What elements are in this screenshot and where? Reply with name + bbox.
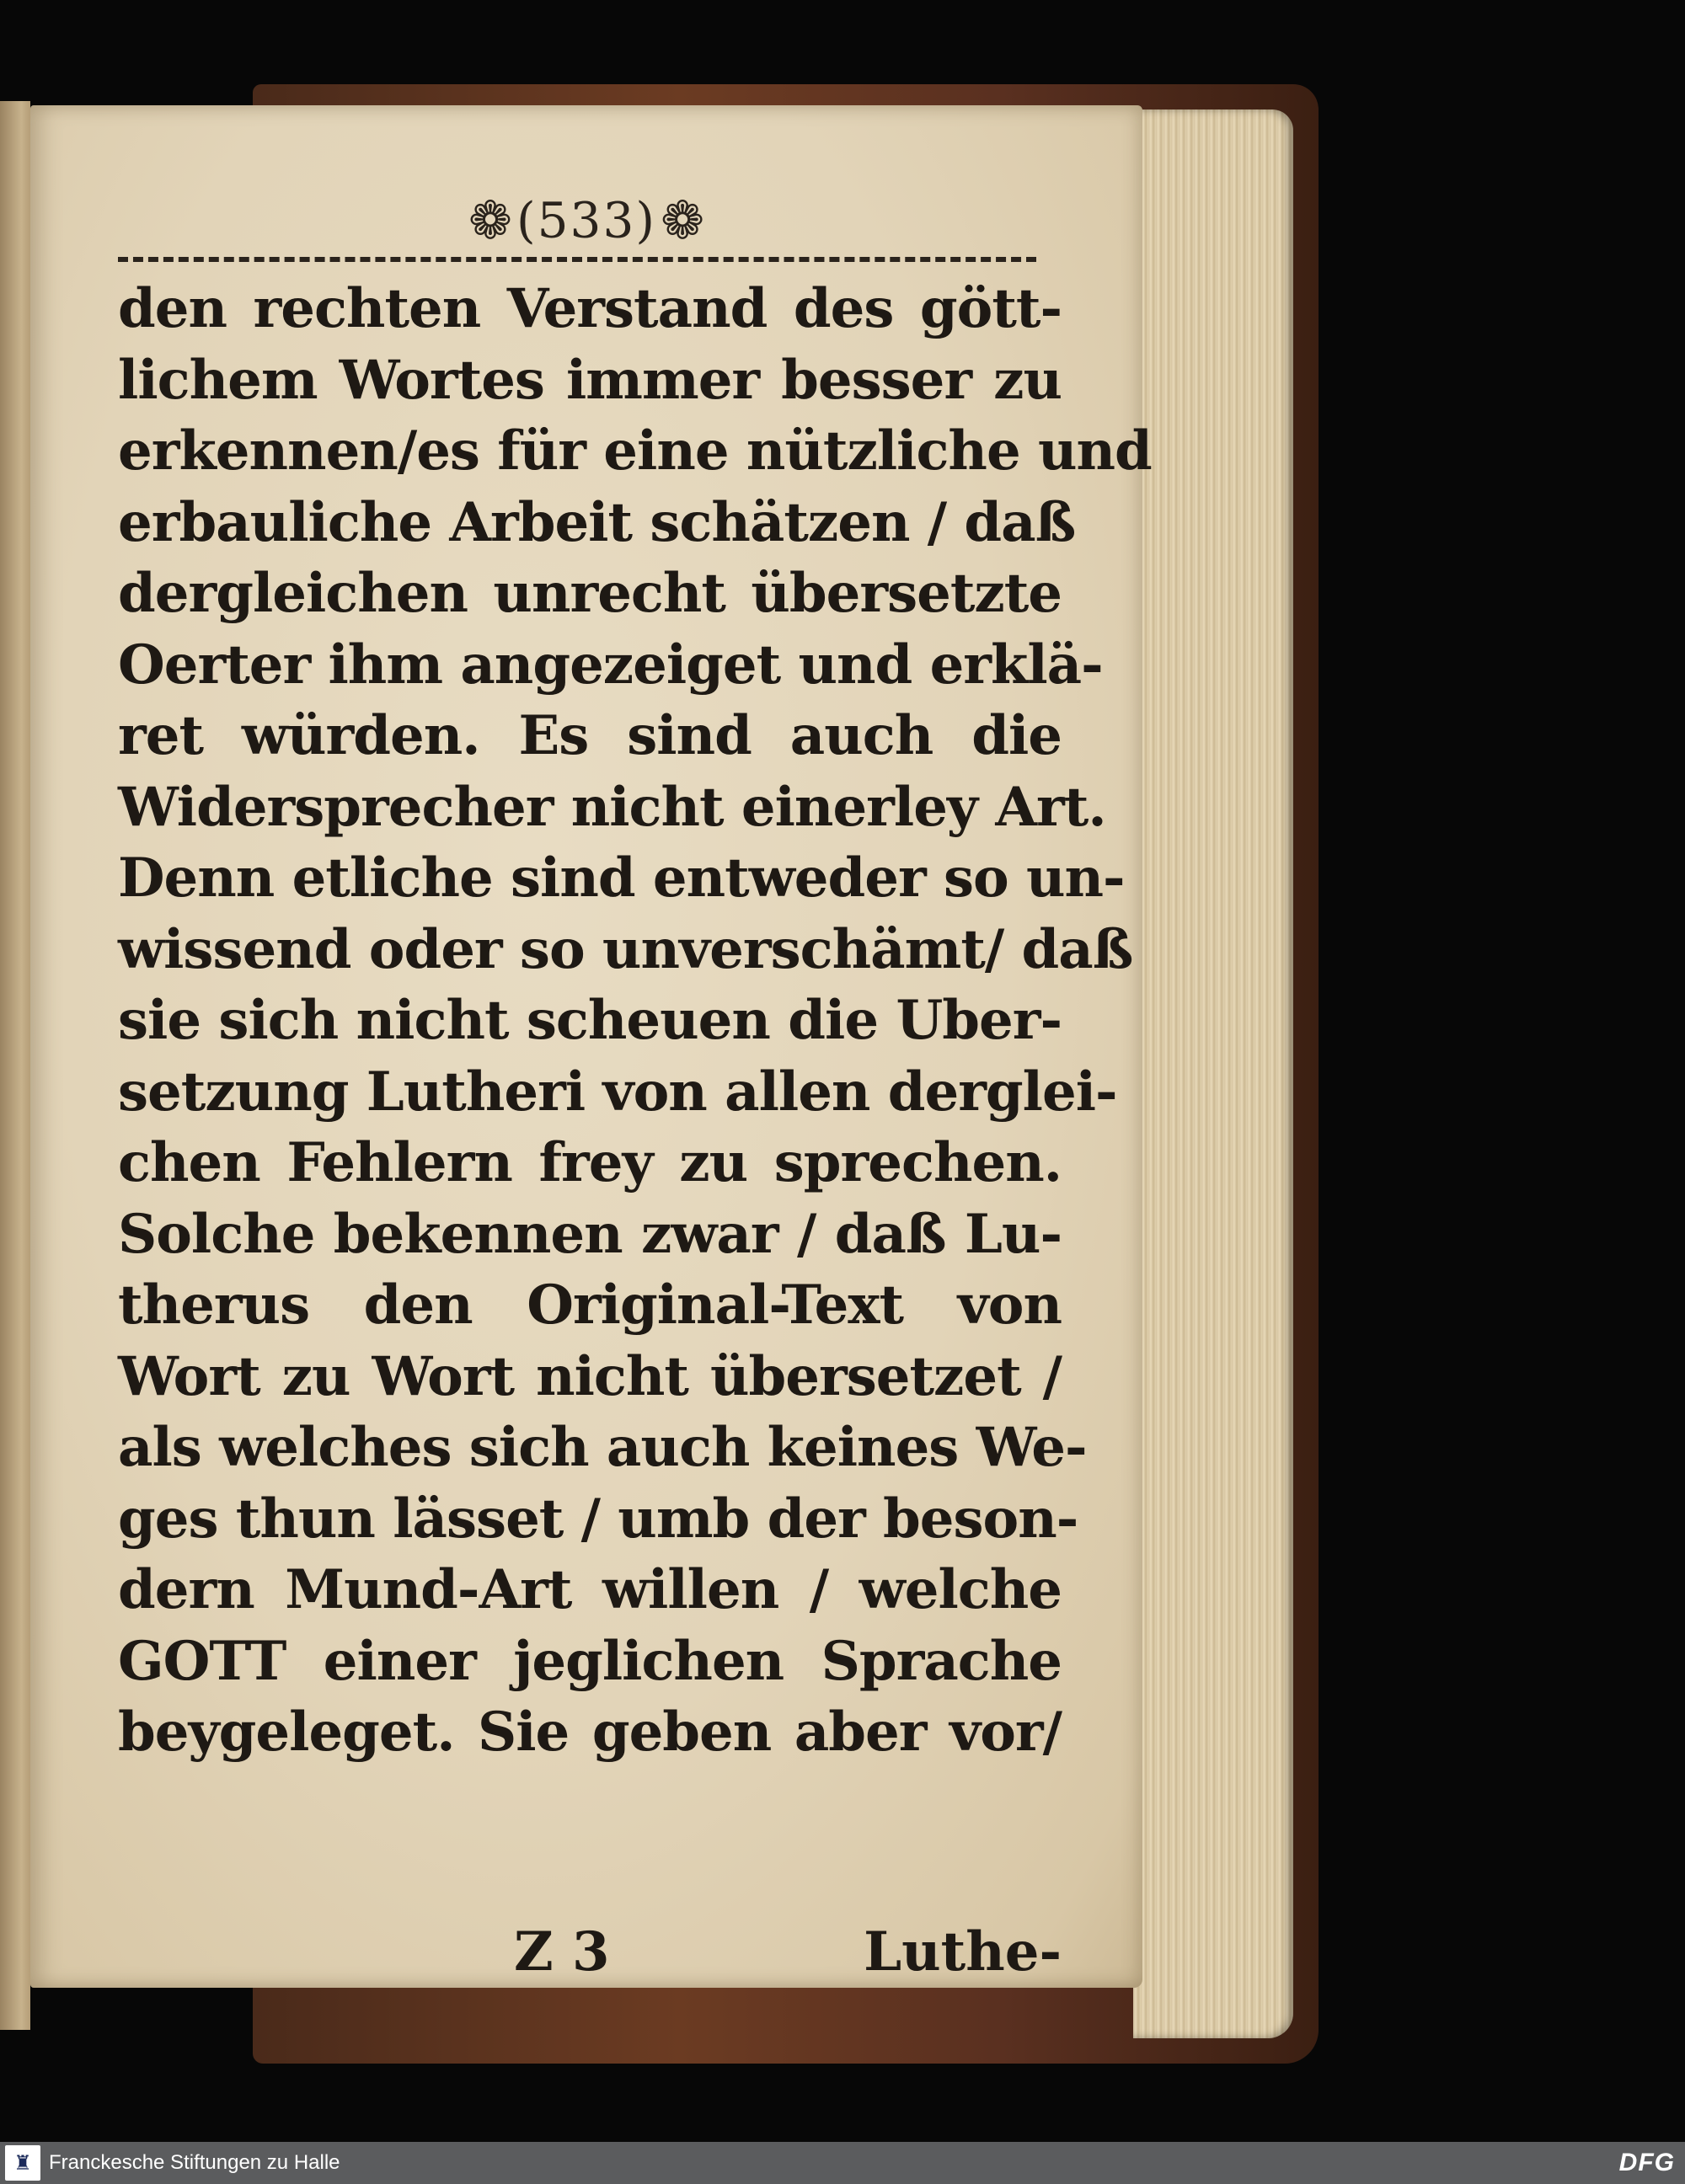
text-line: chen Fehlern frey zu sprechen. (118, 1131, 1062, 1194)
text-line: erbauliche Arbeit schätzen / daß (118, 490, 1076, 554)
text-line: sie sich nicht scheuen die Uber- (118, 989, 1062, 1052)
text-line: ret würden. Es sind auch die (118, 704, 1062, 767)
text-line: dergleichen unrecht übersetzte (118, 562, 1062, 625)
text-line: therus den Original-Text von (118, 1274, 1062, 1337)
book-page (30, 105, 1152, 1988)
ornament-right-icon: ❁ (661, 190, 705, 251)
text-line: Wort zu Wort nicht übersetzet / (118, 1344, 1062, 1408)
text-line: Solche bekennen zwar / daß Lu- (118, 1202, 1062, 1266)
catchword: Luthe- (864, 1920, 1062, 1984)
text-line: den rechten Verstand des gött- (118, 277, 1062, 340)
signature-mark: Z 3 (514, 1920, 610, 1984)
text-line: setzung Lutheri von allen derglei- (118, 1060, 1117, 1124)
text-line: beygeleget. Sie geben aber vor/ (118, 1701, 1062, 1764)
funder-logo: DFG (1618, 2149, 1675, 2176)
left-page-edge (0, 101, 30, 2030)
page-block-edge (1133, 109, 1293, 2038)
text-line: Denn etliche sind entweder so un- (118, 846, 1125, 910)
text-line: ges thun lässet / umb der beson- (118, 1487, 1078, 1551)
text-line: GOTT einer jeglichen Sprache (118, 1629, 1062, 1693)
ornament-left-icon: ❁ (468, 190, 512, 251)
page-footer (118, 1920, 1062, 1996)
body-text (118, 274, 1152, 1769)
text-line: als welches sich auch keines We- (118, 1416, 1087, 1479)
institution-logo-icon: ♜ (5, 2145, 40, 2181)
header-rule (118, 257, 1036, 262)
text-line: Oerter ihm angezeiget und erklä- (118, 633, 1103, 697)
text-line: Widersprecher nicht einerley Art. (118, 775, 1106, 839)
page-header (30, 190, 1142, 251)
text-line: wissend oder so unverschämt/ daß (118, 917, 1133, 981)
viewer-footer-bar (0, 2142, 1685, 2184)
text-line: dern Mund-Art willen / welche (118, 1558, 1062, 1621)
page-number: (533) (516, 191, 656, 249)
text-line: erkennen/es für eine nützliche und (118, 419, 1152, 483)
text-line: lichem Wortes immer besser zu (118, 348, 1062, 412)
institution-name: Franckesche Stiftungen zu Halle (49, 2151, 340, 2174)
